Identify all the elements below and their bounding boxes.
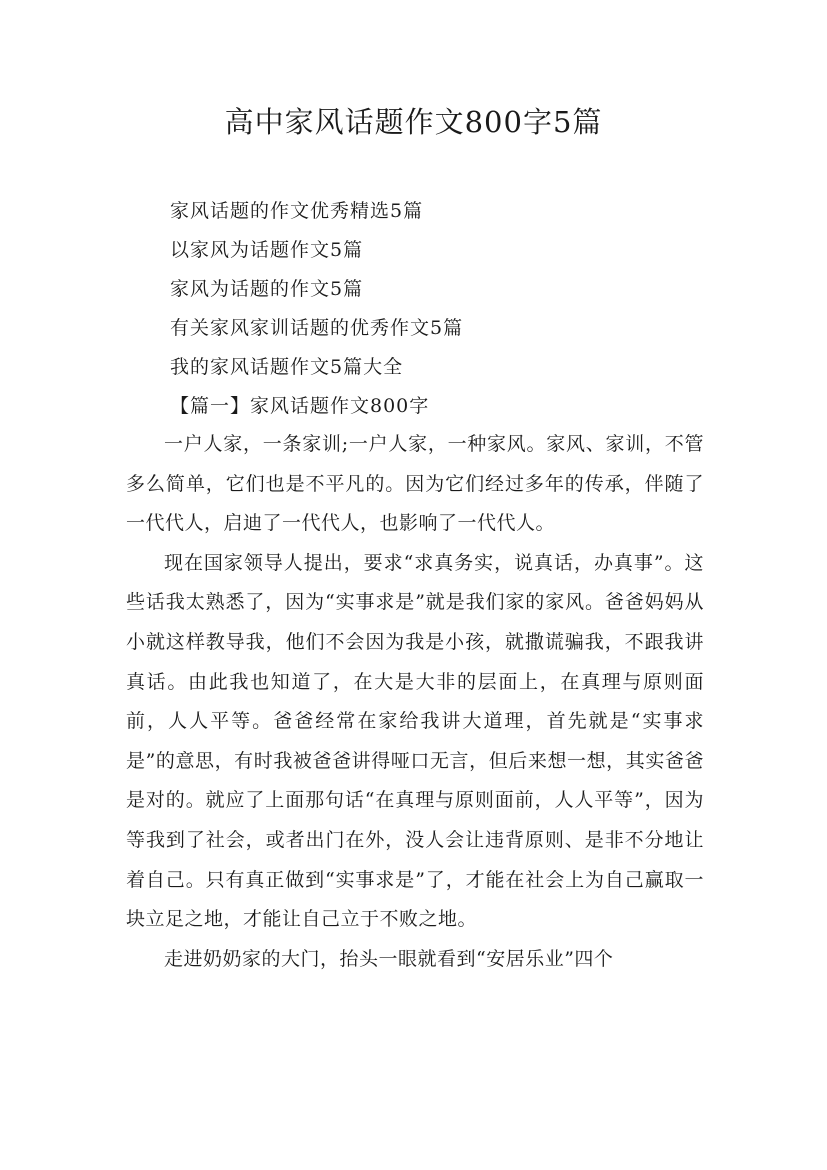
table-of-contents <box>170 192 730 387</box>
toc-item: 以家风为话题作文5篇 <box>170 239 364 261</box>
paragraph: 一户人家，一条家训;一户人家，一种家风。家风、家训，不管多么简单，它们也是不平凡的。因为它们经过多年的传承，伴随了一代代人，启迪了一代代人，也影响了一代代人。 <box>126 433 704 535</box>
toc-item: 有关家风家训话题的优秀作文5篇 <box>170 317 464 339</box>
essay-body <box>126 425 704 979</box>
document-title: 高中家风话题作文800字5篇 <box>224 105 603 139</box>
toc-item: 家风话题的作文优秀精选5篇 <box>170 200 424 222</box>
toc-item: 我的家风话题作文5篇大全 <box>170 356 404 378</box>
toc-item: 家风为话题的作文5篇 <box>170 278 364 300</box>
paragraph: 现在国家领导人提出，要求“求真务实，说真话，办真事”。这些话我太熟悉了，因为“实事求是”就是我们家的家风。爸爸妈妈从小就这样教导我，他们不会因为我是小孩，就撒谎骗我，不跟我讲真话。由此我也知道了，在大是大非的层面上，在真理与原则面前，人人平等。爸爸经常在家给我讲大道理，首先就是“实事求是”的意思，有时我被爸爸讲得哑口无言，但后来想一想，其实爸爸是对的。就应了上面那句话“在真理与原则面前，人人平等”，因为等我到了社会，或者出门在外，没人会让违背原则、是非不分地让着自己。只有真正做到“实事求是”了，才能在社会上为自己赢取一块立足之地，才能让自己立于不败之地。 <box>126 551 704 931</box>
section-heading: 【篇一】家风话题作文800字 <box>170 395 430 417</box>
paragraph: 走进奶奶家的大门，抬头一眼就看到“安居乐业”四个 <box>164 947 614 970</box>
